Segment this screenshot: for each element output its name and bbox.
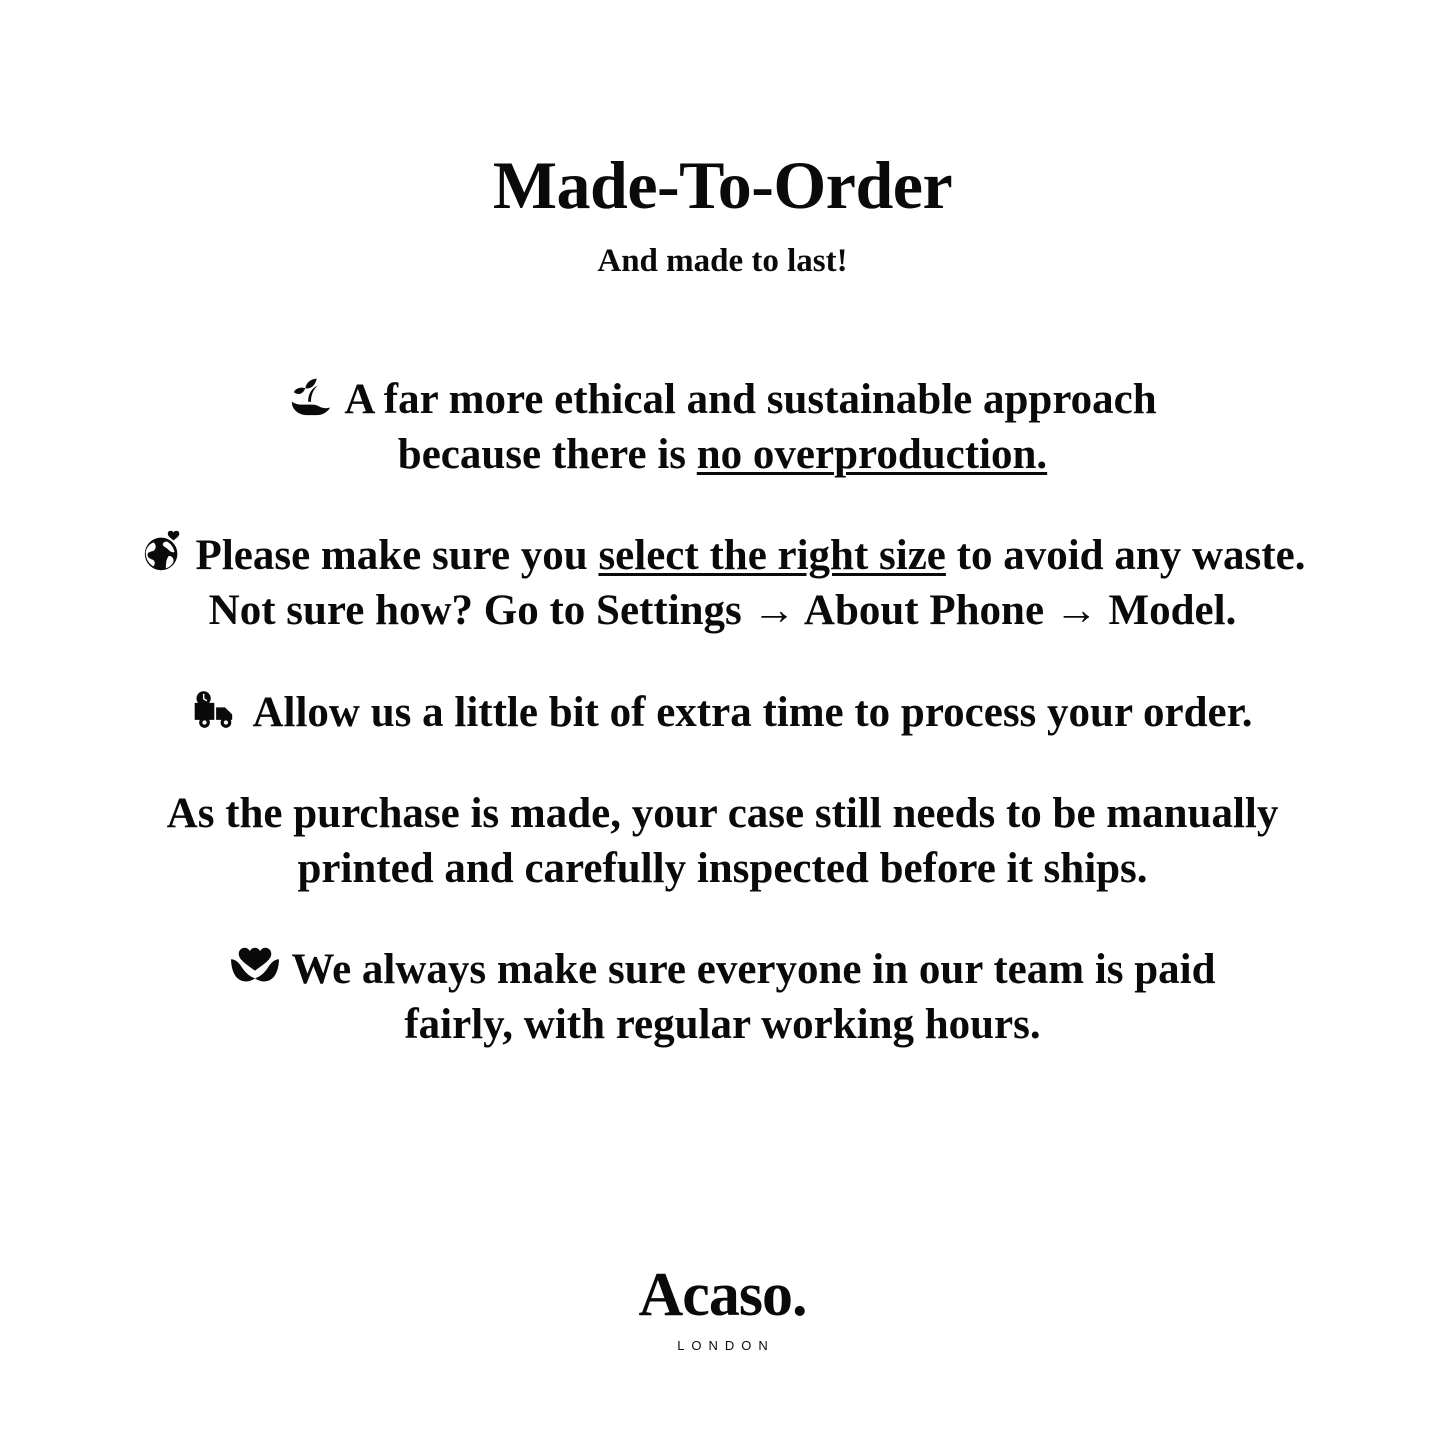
heart-in-hands-icon bbox=[229, 942, 281, 988]
globe-heart-icon bbox=[140, 529, 186, 575]
brand-name: Acaso. bbox=[638, 1261, 807, 1329]
list-item bbox=[167, 786, 1279, 896]
list-item-line-1: We always make sure everyone in our team is paid bbox=[291, 945, 1216, 993]
page-subtitle: And made to last! bbox=[597, 243, 848, 280]
list-item-line-2: Not sure how? Go to Settings → About Phone → Model. bbox=[208, 587, 1237, 635]
list-item-line-1: A far more ethical and sustainable approach bbox=[344, 376, 1157, 424]
brand-location: LONDON bbox=[677, 1338, 775, 1353]
page-title: Made-To-Order bbox=[492, 147, 953, 223]
list-item bbox=[192, 685, 1252, 740]
list-item-line-1-underlined: select the right size bbox=[598, 532, 946, 580]
list-item bbox=[140, 528, 1306, 638]
delivery-truck-clock-icon bbox=[192, 689, 242, 731]
list-item-line-2: printed and carefully inspected before it ships. bbox=[297, 844, 1148, 892]
list-item-line-1: As the purchase is made, your case still needs to be manually bbox=[166, 789, 1279, 837]
list-item-line-1: Allow us a little bit of extra time to process your order. bbox=[252, 688, 1253, 736]
list-item bbox=[288, 372, 1156, 482]
benefits-list bbox=[60, 372, 1385, 1051]
list-item bbox=[229, 942, 1215, 1052]
plant-in-hand-icon bbox=[288, 373, 334, 419]
list-item-line-2: fairly, with regular working hours. bbox=[404, 1000, 1041, 1048]
list-item-line-1-pre: Please make sure you bbox=[195, 532, 599, 580]
list-item-line-2-pre: because there is bbox=[397, 431, 697, 479]
list-item-line-2-underlined: no overproduction. bbox=[696, 431, 1048, 479]
brand-footer bbox=[0, 1261, 1445, 1353]
list-item-line-1-post: to avoid any waste. bbox=[945, 532, 1306, 580]
